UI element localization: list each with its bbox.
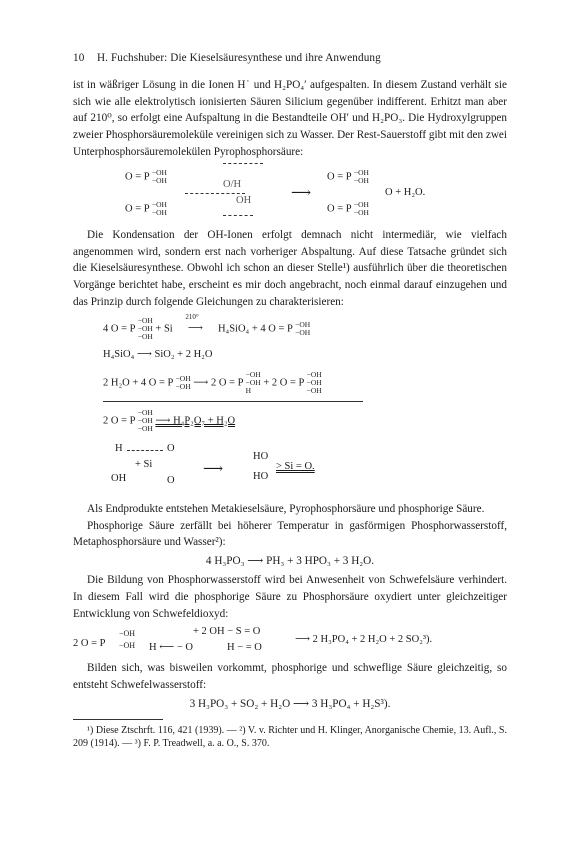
eq7-right: ⟶ 2 H₃PO₄ + 2 H₂O + 2 SO₂³). bbox=[295, 634, 433, 646]
eq1-oh-3: −OH bbox=[137, 331, 153, 341]
eq1-oh-5: −OH bbox=[295, 327, 311, 337]
eq3-right-a: ⟶ 2 O = P bbox=[193, 377, 244, 389]
paragraph-6: Bilden sich, was bisweilen vorkommt, phosphorige und schweflige Säure gleichzeitig, so entsteht Schwefelwasserstoff: bbox=[73, 662, 507, 692]
running-title: H. Fuchshuber: Die Kieselsäuresynthese und ihre Anwendung bbox=[97, 52, 381, 64]
eq7-oh-bottom: −OH bbox=[119, 641, 136, 651]
eq5-h: H bbox=[115, 442, 123, 454]
eq3-oh-3: −OH bbox=[245, 369, 261, 379]
running-head bbox=[73, 50, 507, 67]
eq3-left: 2 H₂O + 4 O = P bbox=[103, 377, 173, 389]
scheme-right-top: O = P bbox=[327, 171, 352, 183]
eq3-oh-2: −OH bbox=[175, 381, 191, 391]
eq1-oh-1: −OH bbox=[137, 315, 153, 325]
footnotes bbox=[73, 724, 507, 751]
scheme-oh-5: −OH bbox=[353, 167, 369, 177]
paragraph-1: ist in wäßriger Lösung in die Ionen H˙ und H₂PO₄′ aufgespalten. In diesem Zustand verhält sie sich wie alle elektrolytisch ionisierten Säuren Silicium gegenüber indifferent. Erhitzt man aber auf 210⁰, so erfolgt eine Aufspaltung in die Bestandteile OH′ und H₂PO₃. Die Hydroxylgruppen zweier Phosphorsäuremoleküle vereinigen sich zu Wasser. Der Rest-Sauerstoff gibt mit den zwei Unterphosphorsäuremolekülen Pyrophosphorsäure: bbox=[73, 78, 507, 158]
scheme-right-bottom: O = P bbox=[327, 203, 352, 215]
eq4-oh-2: −OH bbox=[137, 415, 153, 425]
eq3-oh-6: −OH bbox=[306, 377, 322, 387]
eq5-ho2: HO bbox=[253, 470, 269, 482]
eq1-oh-2: −OH bbox=[137, 323, 153, 333]
eq7-left: 2 O = P bbox=[73, 638, 106, 650]
eq4-left: 2 O = P bbox=[103, 415, 136, 427]
eq7-oh-top: −OH bbox=[119, 629, 136, 639]
eq7-h-arrow: H ⟵ − O bbox=[149, 642, 194, 654]
paragraph-3: Als Endprodukte entstehen Metakieselsäure, Pyrophosphorsäure und phosphorige Säure. bbox=[87, 502, 485, 515]
page-number: 10 bbox=[73, 52, 85, 64]
footnote-text: ¹) Diese Ztschrft. 116, 421 (1939). — ²) V. v. Richter und H. Klinger, Anorganische Chemie, 13. Aufl., S. 209 (1914). — ³) F. P. Treadwell, a. a. O., S. 370. bbox=[73, 724, 507, 750]
eq5-ho1: HO bbox=[253, 450, 269, 462]
eq4-oh-1: −OH bbox=[137, 407, 153, 417]
pyrophosphoric-scheme bbox=[73, 163, 507, 225]
eq1-oh-4: −OH bbox=[295, 319, 311, 329]
scheme-left-bottom: O = P bbox=[125, 203, 150, 215]
eq3-h: H bbox=[245, 385, 252, 395]
scheme-oh-1: −OH bbox=[151, 167, 167, 177]
scheme-oh-7: −OH bbox=[353, 199, 369, 209]
eq1-right: H₄SiO₄ + 4 O = P bbox=[217, 323, 293, 335]
scheme-oh-6: −OH bbox=[353, 175, 369, 185]
eq5-result: > Si = O. bbox=[276, 460, 315, 472]
eq1-temp: 210° bbox=[185, 313, 199, 322]
eq3-oh-7: −OH bbox=[306, 385, 322, 395]
eq1-mid: + Si bbox=[155, 323, 173, 335]
eq7-bottom: H − = O bbox=[227, 642, 262, 654]
eq5-arrow: ⟶ bbox=[203, 461, 224, 477]
eq7-top: + 2 OH − S = O bbox=[193, 626, 261, 638]
paragraph-5: Die Bildung von Phosphorwasserstoff wird bei Anwesenheit von Schwefelsäure verhindert. In diesem Fall wird die phosphorige Säure zu Phosphorsäure oxydiert unter gleichzeitiger Entwicklung von Schwefeldioxyd: bbox=[73, 573, 507, 620]
scheme-left-top: O = P bbox=[125, 171, 150, 183]
eq3-oh-5: −OH bbox=[306, 369, 322, 379]
paragraph-4: Phosphorige Säure zerfällt bei höherer Temperatur in gasförmigen Phosphorwasserstoff, Metaphosphorsäure und Wasser²): bbox=[73, 519, 507, 549]
scheme-bridge-o: O bbox=[385, 186, 393, 198]
equations-block: 4 O = P −OH −OH −OH + Si 210° ⟶ H₄SiO₄ + 4 O = P −OH −OH H₄SiO₄ ⟶ SiO₂ + 2 H₂O 2 H₂O + 4 O = P −OH −OH ⟶ 2 O = P −OH −OH H + 2 O = P −OH −OH −OH 2 O = P −OH −OH −OH ⟶ H₄P₂O₇ + H₂O H O + Si OH O ⟶ HO HO > Si = O. bbox=[73, 313, 507, 499]
footnote-rule bbox=[73, 719, 163, 720]
eq3-oh-1: −OH bbox=[175, 373, 191, 383]
eq1-left: 4 O = P bbox=[103, 323, 136, 335]
scheme-plus-water: + H₂O. bbox=[395, 186, 426, 198]
eq4-right: ⟶ H₄P₂O₇ + H₂O bbox=[155, 415, 236, 427]
scheme-arrow: ⟶ bbox=[291, 185, 312, 201]
eq5-si: + Si bbox=[135, 458, 153, 470]
paragraph-2: Die Kondensation der OH-Ionen erfolgt demnach nicht intermediär, wie vielfach angenommen wird, sondern erst nach vorheriger Abspaltung. Auf diese Tatsache gründet sich die Kieselsäuresynthese. Obwohl ich schon an dieser Stelle¹) ausführlich über die theoretischen Vorgänge berichtet habe, erscheint es mir doch angebracht, noch einmal darauf einzugehen und das Prinzip durch folgende Gleichungen zu charakterisieren: bbox=[73, 228, 507, 308]
scheme-oh-3: −OH bbox=[151, 199, 167, 209]
scheme-oh: OH bbox=[236, 194, 252, 206]
equation-8: 3 H₃PO₃ + SO₂ + H₂O ⟶ 3 H₃PO₄ + H₂S³). bbox=[189, 697, 391, 710]
scheme-oh-4: −OH bbox=[151, 207, 167, 217]
equation-7 bbox=[73, 624, 507, 658]
scheme-oh-8: −OH bbox=[353, 207, 369, 217]
scheme-o-h: O/H bbox=[223, 178, 242, 190]
eq5-o2: O bbox=[167, 474, 175, 486]
eq5-o1: O bbox=[167, 442, 175, 454]
eq2: H₄SiO₄ ⟶ SiO₂ + 2 H₂O bbox=[103, 348, 213, 360]
eq3-right-b: + 2 O = P bbox=[263, 377, 304, 389]
scheme-oh-2: −OH bbox=[151, 175, 167, 185]
eq3-oh-4: −OH bbox=[245, 377, 261, 387]
eq5-oh: OH bbox=[111, 472, 127, 484]
equation-6: 4 H₃PO₃ ⟶ PH₃ + 3 HPO₃ + 3 H₂O. bbox=[205, 555, 375, 568]
eq4-oh-3: −OH bbox=[137, 423, 153, 433]
